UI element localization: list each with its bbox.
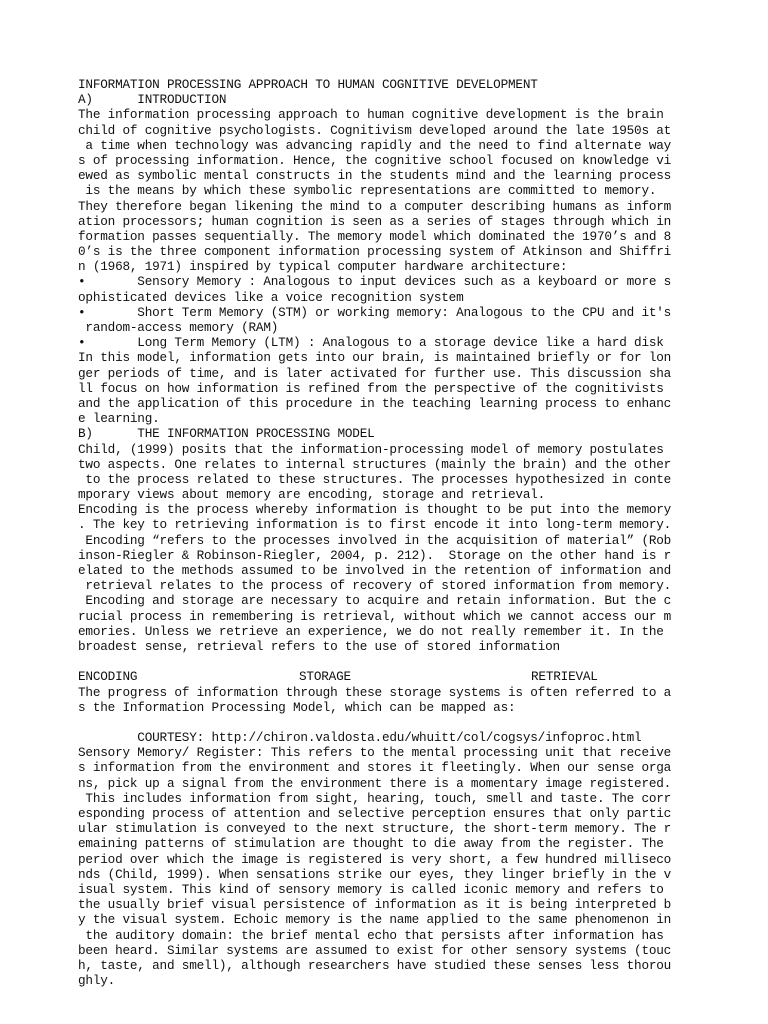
- text-line: broadest sense, retrieval refers to the use of stored information: [78, 638, 560, 654]
- text-line: COURTESY: http://chiron.valdosta.edu/whuitt/col/cogsys/infoproc.html: [78, 730, 642, 746]
- text-line: s the Information Processing Model, which can be mapped as:: [78, 699, 516, 715]
- blank-line: [78, 654, 698, 669]
- document-text-after-table: [78, 685, 698, 989]
- text-line: formation passes sequentially. The memory model which dominated the 1970’s and 8: [78, 228, 672, 244]
- text-line: ewed as symbolic mental constructs in the students mind and the learning process: [78, 168, 672, 184]
- text-line: two aspects. One relates to internal structures (mainly the brain) and the other: [78, 456, 672, 472]
- text-line: emories. Unless we retrieve an experience, we do not really remember it. In the: [78, 623, 664, 639]
- text-line: • Sensory Memory : Analogous to input devices such as a keyboard or more s: [78, 274, 672, 290]
- text-line: emaining patterns of stimulation are thought to die away from the register. The: [78, 836, 664, 852]
- text-line: and the application of this procedure in the teaching learning process to enhanc: [78, 395, 672, 411]
- stage-storage: STORAGE: [299, 669, 351, 685]
- text-line: . The key to retrieving information is to first encode it into long-term memory.: [78, 517, 672, 533]
- text-line: Encoding “refers to the processes involved in the acquisition of material” (Rob: [78, 532, 672, 548]
- document-body: [78, 77, 698, 988]
- text-line: INFORMATION PROCESSING APPROACH TO HUMAN COGNITIVE DEVELOPMENT: [78, 77, 538, 92]
- text-line: to the process related to these structures. The processes hypothesized in conte: [78, 471, 672, 487]
- stage-retrieval: RETRIEVAL: [531, 669, 598, 685]
- text-line: the usually brief visual persistence of information as it is being interpreted b: [78, 897, 672, 913]
- text-line: The progress of information through these storage systems is often referred to a: [78, 684, 672, 700]
- text-line: They therefore began likening the mind to a computer describing humans as inform: [78, 198, 672, 214]
- text-line: • Short Term Memory (STM) or working memory: Analogous to the CPU and it's: [78, 304, 672, 320]
- text-line: In this model, information gets into our brain, is maintained briefly or for lon: [78, 350, 672, 366]
- text-line: the auditory domain: the brief mental echo that persists after information has: [78, 927, 664, 943]
- text-line: esponding process of attention and selective perception ensures that only partic: [78, 806, 672, 821]
- text-line: elated to the methods assumed to be involved in the retention of information and: [78, 563, 672, 578]
- text-line: s of processing information. Hence, the cognitive school focused on knowledge vi: [78, 152, 672, 168]
- text-line: period over which the image is registered is very short, a few hundred milliseco: [78, 851, 672, 867]
- text-line: The information processing approach to human cognitive development is the brain: [78, 107, 664, 123]
- text-line: 0’s is the three component information processing system of Atkinson and Shiffri: [78, 244, 672, 260]
- text-line: retrieval relates to the process of recovery of stored information from memory.: [78, 578, 672, 594]
- text-line: Encoding is the process whereby information is thought to be put into the memory: [78, 502, 672, 518]
- text-line: A) INTRODUCTION: [78, 92, 227, 108]
- text-line: isual system. This kind of sensory memory is called iconic memory and refers to: [78, 881, 664, 897]
- text-line: nds (Child, 1999). When sensations strike our eyes, they linger briefly in the v: [78, 866, 672, 882]
- text-line: mporary views about memory are encoding, storage and retrieval.: [78, 487, 546, 503]
- text-line: ll focus on how information is refined from the perspective of the cognitivists: [78, 380, 664, 396]
- text-line: This includes information from sight, hearing, touch, smell and taste. The corr: [78, 790, 672, 806]
- text-line: inson-Riegler & Robinson-Riegler, 2004, p. 212). Storage on the other hand is r: [78, 547, 672, 563]
- text-line: ger periods of time, and is later activated for further use. This discussion sha: [78, 365, 672, 381]
- text-line: y the visual system. Echoic memory is the name applied to the same phenomenon in: [78, 912, 672, 928]
- process-stages-row: [78, 669, 698, 684]
- text-line: B) THE INFORMATION PROCESSING MODEL: [78, 426, 375, 442]
- text-line: rucial process in remembering is retrieval, without which we cannot access our m: [78, 608, 672, 624]
- text-line: [78, 715, 698, 730]
- text-line: ular stimulation is conveyed to the next structure, the short-term memory. The r: [78, 821, 672, 837]
- stage-encoding: ENCODING: [78, 669, 138, 685]
- text-line: ophisticated devices like a voice recognition system: [78, 289, 464, 305]
- text-line: been heard. Similar systems are assumed to exist for other sensory systems (touc: [78, 942, 672, 958]
- text-line: e learning.: [78, 411, 160, 427]
- text-line: Child, (1999) posits that the information-processing model of memory postulates: [78, 441, 664, 457]
- text-line: a time when technology was advancing rapidly and the need to find alternate way: [78, 137, 672, 153]
- text-line: Sensory Memory/ Register: This refers to the mental processing unit that receive: [78, 745, 672, 761]
- text-line: random-access memory (RAM): [78, 320, 279, 335]
- text-line: child of cognitive psychologists. Cognitivism developed around the late 1950s at: [78, 122, 672, 138]
- text-line: Encoding and storage are necessary to acquire and retain information. But the c: [78, 593, 672, 609]
- text-line: • Long Term Memory (LTM) : Analogous to a storage device like a hard disk: [78, 335, 664, 351]
- text-line: h, taste, and smell), although researchers have studied these senses less thorou: [78, 957, 672, 973]
- text-line: ns, pick up a signal from the environment there is a momentary image registered.: [78, 775, 672, 791]
- text-line: ation processors; human cognition is seen as a series of stages through which in: [78, 213, 672, 229]
- document-text-before-table: [78, 77, 698, 654]
- text-line: s information from the environment and stores it fleetingly. When our sense orga: [78, 760, 672, 776]
- text-line: n (1968, 1971) inspired by typical computer hardware architecture:: [78, 259, 568, 275]
- text-line: is the means by which these symbolic representations are committed to memory.: [78, 183, 657, 199]
- text-line: ghly.: [78, 973, 116, 989]
